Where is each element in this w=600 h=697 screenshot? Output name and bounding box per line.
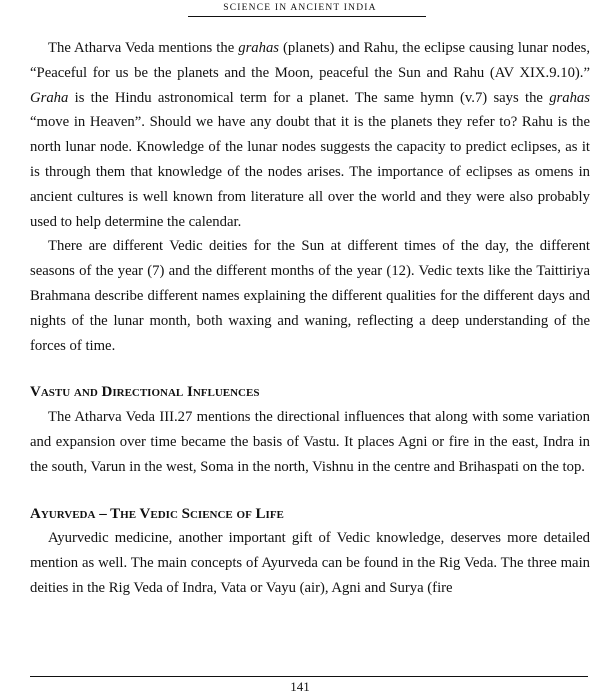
italic-term: Graha [30,89,69,106]
italic-term: grahas [238,40,280,56]
paragraph-grahas [30,36,590,234]
paragraph-vastu: The Atharva Veda III.27 mentions the directional influences that along with some variation and expansion over time became the basis of Vastu. It places Agni or fire in the east, Indra in the south, Varun in the west, Soma in the north, Vishnu in the centre and Brihaspati on the top. [30,409,590,475]
text-run: is the Hindu astronomical term for a planet. The same hymn (v.7) says the [68,89,550,106]
italic-term: grahas [549,89,590,106]
section-heading-ayurveda: Ayurveda – The Vedic Science of Life [30,505,284,522]
text-run: The Atharva Veda mentions the [48,40,239,56]
paragraph-ayurveda: Ayurvedic medicine, another important gift of Vedic knowledge, deserves more detailed mention as well. The main concepts of Ayurveda can be found in the Rig Veda. The three main deities in the Rig Veda of Indra, Vata or Vayu (air), Agni and Surya (fire [30,530,590,596]
text-run: “move in Heaven”. Should we have any doubt that it is the planets they refer to? Rahu is the north lunar node. Knowledge of the lunar nodes suggests the capacity to predict eclipses, as it is through them that knowledge of the nodes arises. The importance of eclipses as omens in ancient cultures is well known from literature all over the world and they were also probably used to help determine the calendar. [30,114,590,230]
header-rule [188,16,426,17]
section-heading-vastu: Vastu and Directional Influences [30,384,260,401]
text-run: (planets) and Rahu, the eclipse causing lunar nodes, “Peaceful for us be the planets and the Moon, peaceful the Sun and Rahu (AV XIX.9.10).” [30,40,590,81]
paragraph-vedic-deities: There are different Vedic deities for the Sun at different times of the day, the different seasons of the year (7) and the different months of the year (12). Vedic texts like the Taittiriya Brahmana describe different names explaining the different qualities for the different days and nights of the lunar month, both waxing and waning, reflecting a deep understanding of the forces of time. [30,238,590,354]
page-number: 141 [290,679,310,694]
footer-rule [30,676,588,677]
running-head: SCIENCE IN ANCIENT INDIA [223,3,377,13]
body-text [30,36,590,601]
